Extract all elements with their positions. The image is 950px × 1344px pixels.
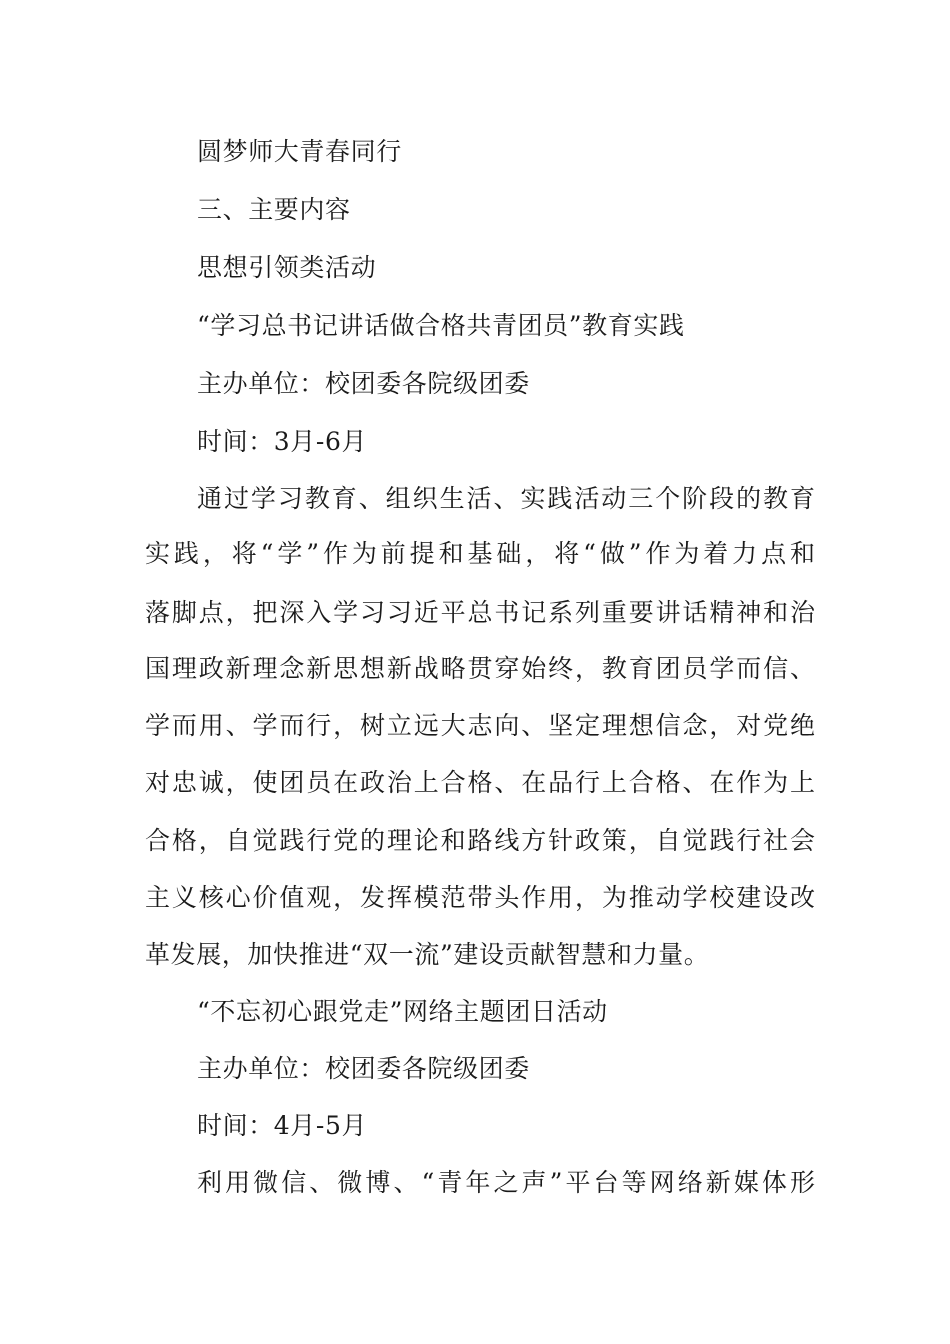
activity2-title: “不忘初心跟党走”网络主题团日活动: [197, 997, 608, 1026]
activity1-body-line: 国理政新理念新思想新战略贯穿始终，教育团员学而信、: [145, 654, 815, 683]
activity1-body-line: 对忠诚，使团员在政治上合格、在品行上合格、在作为上: [145, 768, 815, 797]
activity1-body-line: 实践，将“学”作为前提和基础，将“做”作为着力点和: [145, 539, 815, 568]
activity1-organizer: 主办单位：校团委各院级团委: [197, 369, 530, 398]
activity1-body-line: 通过学习教育、组织生活、实践活动三个阶段的教育: [197, 484, 815, 513]
activity1-body-line: 主义核心价值观，发挥模范带头作用，为推动学校建设改: [145, 883, 815, 912]
activity1-body-line: 革发展，加快推进“双一流”建设贡献智慧和力量。: [145, 940, 710, 969]
activity1-body-line: 学而用、学而行，树立远大志向、坚定理想信念，对党绝: [145, 711, 815, 740]
slogan-line: 圆梦师大青春同行: [197, 137, 402, 166]
activity2-body-line: 利用微信、微博、“青年之声”平台等网络新媒体形: [197, 1168, 815, 1197]
activity2-time: 时间：4月-5月: [197, 1111, 368, 1140]
activity1-body-line: 合格，自觉践行党的理论和路线方针政策，自觉践行社会: [145, 826, 815, 855]
section-heading: 三、主要内容: [197, 195, 351, 224]
activity1-body-line: 落脚点，把深入学习习近平总书记系列重要讲话精神和治: [145, 598, 815, 627]
category-heading: 思想引领类活动: [197, 253, 377, 282]
activity1-title: “学习总书记讲话做合格共青团员”教育实践: [197, 311, 685, 340]
activity1-time: 时间：3月-6月: [197, 427, 368, 456]
activity2-organizer: 主办单位：校团委各院级团委: [197, 1054, 530, 1083]
